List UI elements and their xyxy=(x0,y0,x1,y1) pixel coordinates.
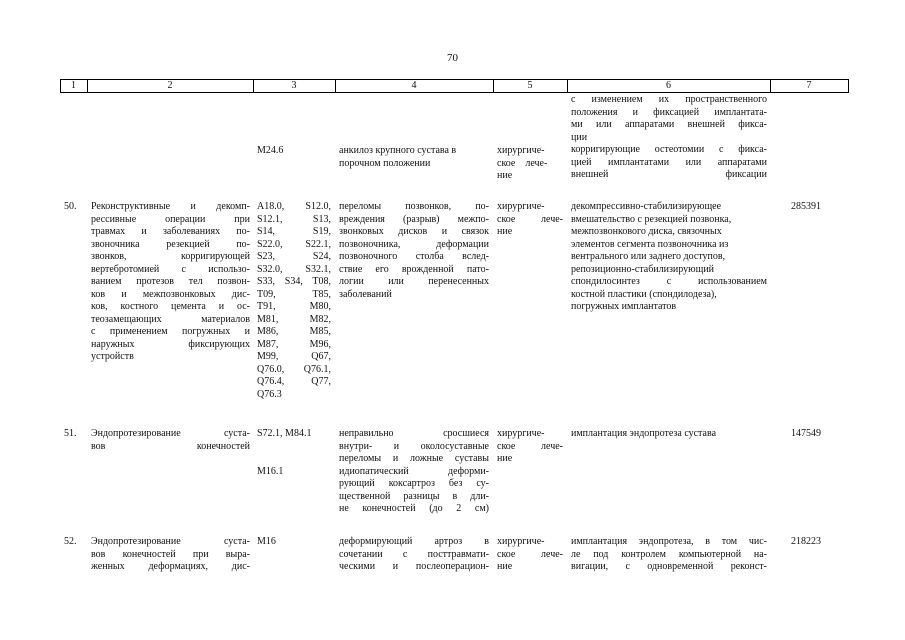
text-line: имплантация эндопротеза, в том чис- xyxy=(571,536,767,547)
text-line: рессивные операции при xyxy=(91,213,250,225)
text-line: S32.0, S32.1, xyxy=(257,263,331,275)
treatment-method xyxy=(571,201,767,314)
text-line: звоночника резекцией по- xyxy=(91,238,250,250)
text-line: ние xyxy=(497,226,513,237)
row-number: 52. xyxy=(64,536,77,547)
text-line: переломы и ложные суставы xyxy=(339,453,489,464)
text-line: ское лече- xyxy=(497,213,563,225)
text-line: вов конечностей xyxy=(91,440,250,452)
diagnosis xyxy=(339,428,489,516)
row-number: 50. xyxy=(64,201,77,212)
text-line: Эндопротезирование суста- xyxy=(91,428,250,439)
text-line: T91, M80, xyxy=(257,301,331,312)
text-line: хирургиче- xyxy=(497,201,545,212)
text-line: идиопатический деформи- xyxy=(339,465,489,477)
text-line: вов конечностей при выра- xyxy=(91,548,250,560)
treatment-method xyxy=(571,536,767,574)
text-line: деформирующий артроз в xyxy=(339,536,489,547)
treatment-type xyxy=(497,428,563,466)
procedure-group xyxy=(91,536,250,574)
text-line: M99, Q67, xyxy=(257,351,331,362)
column-divider xyxy=(848,79,849,93)
text-line: A18.0, S12.0, xyxy=(257,201,331,212)
text-line: заболеваний xyxy=(339,288,392,300)
procedure-group xyxy=(91,428,250,453)
text-line: ствие его врожденной пато- xyxy=(339,263,489,275)
column-header-5: 5 xyxy=(527,80,533,91)
text-line: межпозвонкового диска, связочных xyxy=(571,226,722,237)
text-line: с применением погружных и xyxy=(91,326,250,337)
text-line: S72.1, M84.1 xyxy=(257,428,312,439)
text-line: переломы позвонков, по- xyxy=(339,201,489,212)
text-line: погружных имплантатов xyxy=(571,301,677,312)
text-line: анкилоз крупного сустава в xyxy=(339,145,457,156)
treatment-method xyxy=(571,428,767,441)
icd-codes xyxy=(257,201,331,401)
continued-icd-codes xyxy=(257,145,332,158)
column-header-3: 3 xyxy=(291,80,297,91)
text-line: корригирующие остеотомии с фикса- xyxy=(571,144,767,155)
text-line: хирургиче- xyxy=(497,145,545,156)
column-header-7: 7 xyxy=(806,80,812,91)
text-line: T09, T85, xyxy=(257,288,331,300)
text-line: наружных фиксирующих xyxy=(91,338,250,350)
text-line: позвоночного столба вслед- xyxy=(339,251,489,262)
text-line: спондилосинтез с использованием xyxy=(571,276,767,287)
procedure-group xyxy=(91,201,250,364)
text-line: с изменением их пространственного xyxy=(571,94,767,105)
icd-codes xyxy=(257,466,332,479)
text-line: неправильно сросшиеся xyxy=(339,428,489,439)
cost-value: 147549 xyxy=(791,428,821,439)
text-line: S14, S19, xyxy=(257,226,331,237)
text-line: логии или перенесенных xyxy=(339,276,489,287)
text-line: травмах и заболеваниях по- xyxy=(91,226,250,237)
text-line: ческими и послеоперацион- xyxy=(339,561,489,572)
cost-value: 285391 xyxy=(791,201,821,212)
text-line: Q76.3 xyxy=(257,388,282,400)
continued-treatment-method xyxy=(571,94,767,182)
text-line: S33, S34, T08, xyxy=(257,276,331,287)
text-line: костной пластики (спондилодеза), xyxy=(571,288,717,300)
text-line: вреждения (разрыв) межпо- xyxy=(339,213,489,225)
column-header-1: 1 xyxy=(71,80,76,91)
text-line: звонков, корригирующей xyxy=(91,251,250,262)
text-line: цией имплантатами или аппаратами xyxy=(571,156,767,168)
text-line: элементов сегмента позвоночника из xyxy=(571,238,729,250)
diagnosis xyxy=(339,201,489,301)
text-line: хирургиче- xyxy=(497,428,545,439)
text-line: Реконструктивные и декомп- xyxy=(91,201,250,212)
text-line: внешней фиксации xyxy=(571,169,767,180)
text-line: внутри- и околосуставные xyxy=(339,440,489,452)
text-line: Эндопротезирование суста- xyxy=(91,536,250,547)
diagnosis xyxy=(339,536,489,574)
text-line: ние xyxy=(497,453,513,464)
text-line: M87, M96, xyxy=(257,338,331,350)
continued-diagnosis xyxy=(339,145,489,170)
icd-codes xyxy=(257,428,332,441)
text-line: M24.6 xyxy=(257,145,284,156)
column-header-2: 2 xyxy=(167,80,173,91)
text-line: декомпрессивно-стабилизирующее xyxy=(571,201,722,212)
text-line: M81, M82, xyxy=(257,313,331,325)
text-line: Q76.0, Q76.1, xyxy=(257,363,331,375)
text-line: позвоночника, деформации xyxy=(339,238,489,250)
text-line: M86, M85, xyxy=(257,326,331,337)
text-line: не конечностей (до 2 см) xyxy=(339,503,489,514)
text-line: ское лече- xyxy=(497,440,563,452)
text-line: ков и межпозвонковых дис- xyxy=(91,288,250,300)
cost-value: 218223 xyxy=(791,536,821,547)
text-line: сочетании с посттравмати- xyxy=(339,548,489,560)
text-line: ле под контролем компьютерной на- xyxy=(571,548,767,560)
text-line: ние xyxy=(497,170,513,181)
text-line: хирургиче- xyxy=(497,536,545,547)
row-number: 51. xyxy=(64,428,77,439)
treatment-type xyxy=(497,536,563,574)
text-line: M16 xyxy=(257,536,276,547)
header-bottom-rule xyxy=(60,92,848,93)
text-line: ми или аппаратами внешней фикса- xyxy=(571,119,767,130)
text-line: щественной разницы в дли- xyxy=(339,490,489,502)
column-header-4: 4 xyxy=(411,80,417,91)
text-line: порочном положении xyxy=(339,157,431,169)
text-line: имплантация эндопротеза сустава xyxy=(571,428,717,439)
text-line: ции xyxy=(571,131,588,143)
text-line: ние xyxy=(497,561,513,572)
continued-treatment-type xyxy=(497,145,565,183)
text-line: ское лече- xyxy=(497,548,563,560)
text-line: вигации, с одновременной реконст- xyxy=(571,561,767,572)
text-line: ков, костного цемента и ос- xyxy=(91,301,250,312)
text-line: ванием протезов тел позвон- xyxy=(91,276,250,287)
text-line: звонковых дисков и связок xyxy=(339,226,489,237)
icd-codes xyxy=(257,536,332,549)
text-line: вмешательство с резекцией позвонка, xyxy=(571,213,732,225)
text-line: S23, S24, xyxy=(257,251,331,262)
text-line: рующий коксартроз без су- xyxy=(339,478,489,489)
text-line: вентрального или заднего доступов, xyxy=(571,251,726,262)
column-header-6: 6 xyxy=(666,80,671,91)
text-line: устройств xyxy=(91,351,134,362)
text-line: положения и фиксацией имплантата- xyxy=(571,106,767,118)
text-line: Q76.4, Q77, xyxy=(257,376,331,387)
text-line: S12.1, S13, xyxy=(257,213,331,225)
text-line: ское лече- xyxy=(497,157,548,169)
text-line: M16.1 xyxy=(257,466,284,477)
text-line: репозиционно-стабилизирующий xyxy=(571,263,715,275)
page-number: 70 xyxy=(447,52,458,64)
treatment-type xyxy=(497,201,563,239)
text-line: теозамещающих материалов xyxy=(91,313,250,325)
text-line: вертебротомией с использо- xyxy=(91,263,250,275)
text-line: женных деформациях, дис- xyxy=(91,561,250,572)
text-line: S22.0, S22.1, xyxy=(257,238,331,250)
